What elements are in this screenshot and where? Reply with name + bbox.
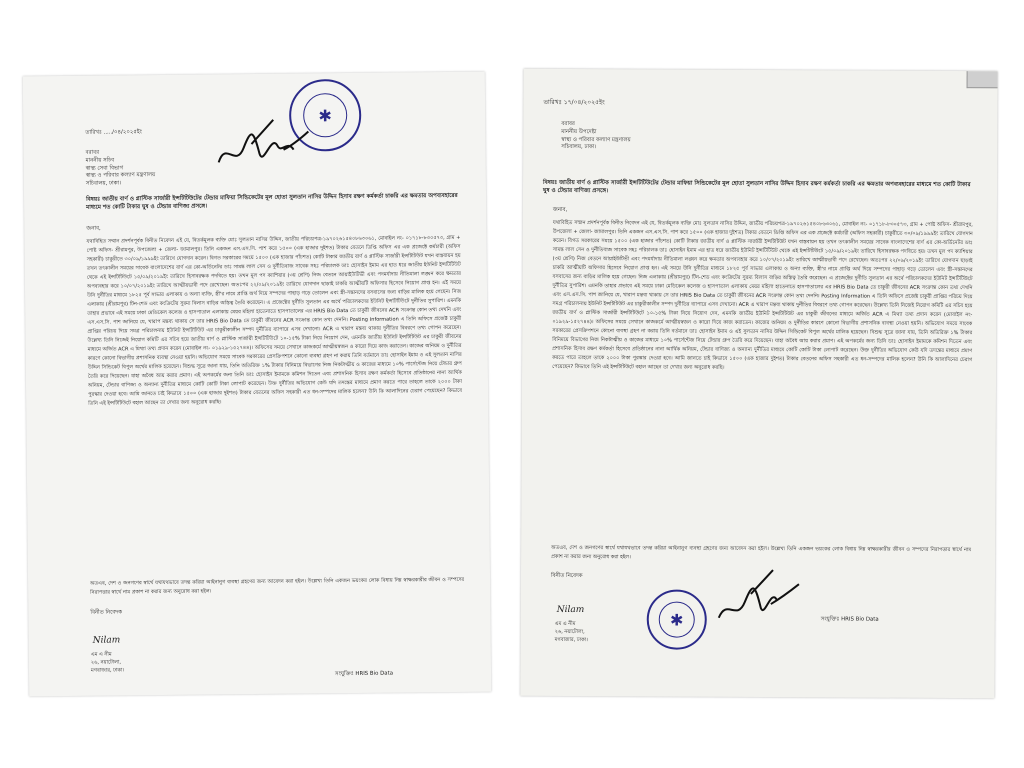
recipient-block — [561, 121, 631, 153]
signature-scrawl-icon — [213, 109, 314, 170]
attachment-note: সংযুক্তিঃ HRIS Bio Data — [335, 670, 394, 678]
sender-line: এম এ নীম — [90, 651, 112, 658]
recipient-line: বরাবর — [85, 149, 100, 156]
recipient-line: স্বাস্থ্য সেবা বিভাগ — [85, 164, 124, 172]
recipient-line: সচিবালয়, ঢাকা। — [85, 180, 122, 187]
letter-page-left — [23, 72, 491, 697]
letter-date: তারিখঃ ১৭/০৪/২০২৫ইং — [543, 98, 605, 107]
sender-line: ২৬, নয়াটোলা, — [90, 659, 121, 666]
salutation: জনাব, — [552, 206, 568, 213]
sender-signature: Nilam — [556, 604, 585, 616]
letter-subject: বিষয়ঃ জাতীয় বার্ণ ও প্লাস্টিক সার্জারী ইন্সটিটিউটের টেন্ডার মাফিয়া সিন্ডিকেটের মূল হোতা সুলতান নাসির উদ্দিন হিসাব রক্ষণ কর্মকর্তা চাকরি এর ক্ষমতার অপব্যবহারের মাধ্যমে শত কোটি টাকার ঘুষ ও টেন্ডার বাণিজ্য প্রসঙ্গে। — [542, 179, 971, 195]
seal-stamp-icon: ✱ — [289, 79, 362, 152]
recipient-line: স্বাস্থ্য ও পরিবার কল্যাণ মন্ত্রণালয় — [85, 172, 156, 180]
salutation: জনাব, — [86, 225, 101, 232]
signoff: বিনীত নিবেদক — [550, 572, 583, 580]
recipient-block — [86, 149, 156, 189]
folded-corner — [967, 71, 998, 88]
recipient-line: মাননীয় উপদেষ্টা — [561, 128, 597, 135]
letter-subject: বিষয়ঃ জাতীয় বার্ণ ও প্লাস্টিক সার্জারী ইন্সটিটিউটের টেন্ডার মাফিয়া সিন্ডিকেটের মূল হোতা সুলতান নাসির উদ্দিন হিসাব রক্ষণ কর্মকর্তা চাকরি এর ক্ষমতার অপব্যবহারের মাধ্যমে শত কোটি টাকার ঘুষ ও টেন্ডার বাণিজ্য প্রসঙ্গে। — [86, 192, 458, 211]
recipient-line: স্বাস্থ্য ও পরিবার কল্যাণ মন্ত্রণালয় — [561, 136, 631, 143]
letter-date: তারিখঃ ...../০৪/২০২৫ইং — [85, 129, 142, 136]
attachment-note: সংযুক্তিঃ HRIS Bio Data — [820, 616, 879, 623]
recipient-line: বরাবর — [561, 120, 575, 128]
recipient-line: মাননীয় সচিব — [85, 157, 115, 164]
sender-signature: Nilam — [92, 635, 121, 646]
recipient-line: সচিবালয়, ঢাকা। — [561, 144, 597, 151]
letter-page-right — [520, 69, 997, 698]
sender-block — [91, 651, 124, 675]
sender-line: এম এ নীম — [554, 620, 576, 628]
letter-closing: অতএব, দেশ ও জনগণের স্বার্থে যথাযথভাবে তদন্ত করিয়া আইনানুগ ব্যবস্থা গ্রহণের জন্য আবেদন করা হইল। উল্লেখ্য তিনি একজন ভয়ংকর লোক বিধায় নিম্ন স্বাক্ষরকারীর জীবন ও সম্পদের নিরাপত্তার স্বার্থে নাম প্রকাশ না করার জন্য অনুরোধ করা হইল। — [551, 544, 972, 561]
letter-closing: অতএব, দেশ ও জনগণের স্বার্থে যথাযথভাবে তদন্ত করিয়া আইনানুগ ব্যবস্থা গ্রহণের জন্য আবেদন করা হইল। উল্লেখ্য তিনি একজন ভয়ংকর লোক বিধায় নিম্ন স্বাক্ষরকারীর জীবন ও সম্পদের নিরাপত্তার স্বার্থে নাম প্রকাশ না করার জন্য অনুরোধ করা হইল। — [90, 576, 465, 596]
sender-line: মগবাজার, ঢাকা। — [90, 667, 125, 674]
seal-stamp-icon: ✱ — [647, 589, 707, 649]
sender-line: মগবাজার, ঢাকা। — [554, 636, 588, 643]
letter-body: যথাবিহিত সম্মান প্রদর্শনপূর্বক বিনীত নিবেদন এই যে, বিতর্কমূলক ব্যক্তি মোঃ সুলতান নাসির উদ্দিন, জাতীয় পরিচয়পত্র-১৯৭০২৬১৫৪০৮৬৩০৬১, মোবাইল নং- ০১৭১৮-৮৩০৫৭৩, গ্রাম + পোষ্ট অফিস- শ্রীরামপুর, উপজেলা + জেলা- জামালপুর। তিনি একজন এস.এস.সি. পাশ করে ১৫০০ (এক হাজার দুইশত) টাকার বেতনে ডিপ্তি অফিস এর এক প্রজেক্টে কর্মচারী (অফিস সহকারী) চাকুরীতে ৩০/০৯/১৯৯৯ইং তারিখে যোগদান করেন। বিগত সরকারের সময়ে ১৫০০ (এক হাজার পাঁচশত) কোটি টাকার জাতীয় বার্ণ ও প্লাস্টিক সার্জারী ইন্সটিটিউট যখন বাস্তবায়ন হয় তখন তৎকালীন সময়ের সাবেক বাংলাদেশের বার্ণ এর কো-অর্ডিনেটর ডাঃ সামন্ত লাল সেন ও দুর্নীতিবাজ সাবেক সহঃ পরিচালক ডাঃ হোসাইন ইমাম এর হাত ধরে জাতীয় ইউনিট ইন্সটিটিউট থেকে এই ইন্সটিটিউটে ১৫/০৯/২০১৯ইং তারিখে হিসাবরক্ষক পদবিতে হয়। তখন মূল পদ ক্যাশিয়ার (৩য় শ্রেণি) নিজ বেতনে আয়াইউটিভী এবং পদমর্যাদায় নীতিমালা লঙ্ঘন করে ক্ষমতার অপব্যবহার করে ১০/০৭/২০১৯ইং তারিখে আত্মীয়ভাবী পদে রেখেছেন। অতঃপর ২২/০৯/২০১৯ইং তারিখে যোগদান ছাড়াই চাকরি আত্মীয়টি অফিসার হিসেবে নিয়োগ প্রাপ্ত হন। এই সময়ে উনি দুর্নীতির মাধ্যমে ১৮২৫ পূর্ব সাভার এলাকায় ও অন্যা ব্যক্তি, স্ত্রী'র নামে প্রাপ্তি অর্থ দিয়ে সম্পদের পাহাড় গড়ে তোলেন এবং স্ত্রী-সন্তানদের বসবাসের জন্য বাড়ির মালিক হয়ে গেছেন। নিজ এলাকায় (শ্রীরামপুর) টিন-শেড এবং কংক্রিটের সুরম্য বিলাস বাড়ির অস্তিত্ব তৈরি করেছেন। এ প্রজেক্টের দুর্নীতি সুলতান এর অর্থে পরিচালকদের ইউনিট ইন্সটিটিউটে দুর্নীতির সুপারিশ। এমনকি তাহার প্রভাবে এই সময়ে ঢাকা মেডিকেল কলেজ ও হাসপাতাল এলাকায় মেয়র মহিলা হাতেনাতে হাসপাতালের এর HRIS Bio Data তে চাকুরী জীবনের ACR সংক্রান্ত কোন তথ্য দেখনি এবং এস.এস.সি. পাশ জানিয়ে যে, খারাপ মন্তব্য থাকায় সে তার HRIS Bio Data তে চাকুরী জীবনের ACR সংক্রান্ত কোন তথ্য দেননি। Posting Information এ তিনি অফিসে প্রজেক্ট চাকুরী প্রাপ্তির পরিচয় দিয়ে সমগ্র পরিচালনায় ইউনিট ইন্সটিটিউট এর চাকুরীকালীন সম্পদ দুর্নীতির ব্যাপারে এসব দেখানো। ACR এ খারাপ মন্তব্য থাকায় দুর্নীতির বিবরণে তথ্য গোপন করেছেন। উল্লেখ্য তিনি নিজেই নিয়োগ কমিটি এর সচিব হয়ে জাতীয় বার্ণ ও প্লাস্টিক সার্জারী ইন্সটিটিউটে ১০-১৫% টাকা নিয়ে নিয়োগ দেন, এমনকি জাতীয় ইউনিট ইন্সটিটিউট এর চাকুরী জীবনের মাধ্যমে অর্জিত ACR এ মিথ্যা তথ্য প্রদান করেন (মোবাইল নং- ০১৯২৯-১৫২৭৪৪)। অফিসের সময়ে সেখানে কাজকর্মে আত্মীয়স্বজন ও কারো দিয়ে কাজ করাতেন। কাজের অনিয়ম ও দুর্নীতির কারণে কোনো বিভাগীয় প্রশাসনিক ব্যবস্থা নেওয়া হয়নি। অভিযোগ সময়ে সাবেক সরকারের প্রেসক্রিপশনে কোনো ব্যবস্থা গ্রহণ না করায় তিনি বর্তমানে ডাঃ হোসাইন ইমাম ও এই সুলতান নাসির উদ্দিন সিন্ডিকেট বিপুল অর্থের মালিক হয়েছেন। বিশুদ্ধ সূত্রে জানা যায়, তিনি অতিরিক্ত ১% টাকার বিনিময়ে বিভাগের নিজ নিকটাত্মীয় ও কাজের মাধ্যমে ১০% পার্সেন্টেজ নিয়ে টেন্ডার গ্রুপ তৈরি করে দিয়েছেন। যাহা অবৈধ আয় করার প্রমাণ। এই অপকর্মের জন্য তিনি ডাঃ হোসাইন ইমামকে কমিশন দিতেন এবং প্রশাসনিক হিসাব রক্ষণ কর্মকর্তা হিসেবে প্রতিষ্ঠানের নানা আর্থিক অনিয়ম, টেন্ডার বাণিজ্য ও অন্যান্য দুর্নীতির মাধ্যমে কোটি কোটি টাকা লোপাট করেছেন। উক্ত দুর্নীতির অভিযোগ কেউ যদি তদন্তের মাধ্যমে প্রমাণ করতে পারে তাহলে তাকে ২০০০ টাকা পুরস্কার দেওয়া হবে। আমি জানতে চাই কিভাবে ১৫০০ (এক হাজার দুইশত) টাকার বেতনের অফিস সহকারী এত ধন-সম্পদের মালিক হলেন? উনি কি আলাদিনের চেরাগ পেয়েছেন? কিভাবে তিনি এই ইন্সটিটিউটে বহাল আছেন তা দেখার জন্য অনুরোধ করছি। — [86, 234, 463, 407]
sender-block — [555, 621, 588, 645]
sender-line: ২৬, নয়াটোলা, — [554, 628, 585, 635]
signoff: বিনীত নিবেদক — [90, 609, 123, 616]
letter-body: যথাবিহিত সম্মান প্রদর্শনপূর্বক বিনীত নিবেদন এই যে, বিতর্কমূলক ব্যক্তি মোঃ সুলতান নাসির উদ্দিন, জাতীয় পরিচয়পত্র-১৯৭০২৬১৫৪০৮৬৩০৬১, মোবাইল নং- ০১৭১৮-৮৩০৫৭৩, গ্রাম + পোষ্ট অফিস- শ্রীরামপুর, উপজেলা + জেলা- জামালপুর। তিনি একজন এস.এস.সি. পাশ করে ১৫০০ (এক হাজার দুইশত) টাকার বেতনে ডিপ্তি অফিস এর এক প্রজেক্টে কর্মচারী (অফিস সহকারী) চাকুরীতে ৩০/০৯/১৯৯৯ইং তারিখে যোগদান করেন। বিগত সরকারের সময়ে ১৫০০ (এক হাজার পাঁচশত) কোটি টাকার জাতীয় বার্ণ ও প্লাস্টিক সার্জারী ইন্সটিটিউট যখন বাস্তবায়ন হয় তখন তৎকালীন সময়ের সাবেক বাংলাদেশের বার্ণ এর কো-অর্ডিনেটর ডাঃ সামন্ত লাল সেন ও দুর্নীতিবাজ সাবেক সহঃ পরিচালক ডাঃ হোসাইন ইমাম এর হাত ধরে জাতীয় ইউনিট ইন্সটিটিউট থেকে এই ইন্সটিটিউটে ১৫/০৯/২০১৯ইং তারিখে হিসাবরক্ষক পদবিতে হয়। তখন মূল পদ ক্যাশিয়ার (৩য় শ্রেণি) নিজ বেতনে আয়াইউটিভী এবং পদমর্যাদায় নীতিমালা লঙ্ঘন করে ক্ষমতার অপব্যবহার করে ১০/০৭/২০১৯ইং তারিখে আত্মীয়ভাবী পদে রেখেছেন। অতঃপর ২২/০৯/২০১৯ইং তারিখে যোগদান ছাড়াই চাকরি আত্মীয়টি অফিসার হিসেবে নিয়োগ প্রাপ্ত হন। এই সময়ে উনি দুর্নীতির মাধ্যমে ১৮২৫ পূর্ব সাভার এলাকায় ও অন্যা ব্যক্তি, স্ত্রী'র নামে প্রাপ্তি অর্থ দিয়ে সম্পদের পাহাড় গড়ে তোলেন এবং স্ত্রী-সন্তানদের বসবাসের জন্য বাড়ির মালিক হয়ে গেছেন। নিজ এলাকায় (শ্রীরামপুর) টিন-শেড এবং কংক্রিটের সুরম্য বিলাস বাড়ির অস্তিত্ব তৈরি করেছেন। এ প্রজেক্টের দুর্নীতি সুলতান এর অর্থে পরিচালকদের ইউনিট ইন্সটিটিউটে দুর্নীতির সুপারিশ। এমনকি তাহার প্রভাবে এই সময়ে ঢাকা মেডিকেল কলেজ ও হাসপাতাল এলাকায় মেয়র মহিলা হাতেনাতে হাসপাতালের এর HRIS Bio Data তে চাকুরী জীবনের ACR সংক্রান্ত কোন তথ্য দেখনি এবং এস.এস.সি. পাশ জানিয়ে যে, খারাপ মন্তব্য থাকায় সে তার HRIS Bio Data তে চাকুরী জীবনের ACR সংক্রান্ত কোন তথ্য দেননি। Posting Information এ তিনি অফিসে প্রজেক্ট চাকুরী প্রাপ্তির পরিচয় দিয়ে সমগ্র পরিচালনায় ইউনিট ইন্সটিটিউট এর চাকুরীকালীন সম্পদ দুর্নীতির ব্যাপারে এসব দেখানো। ACR এ খারাপ মন্তব্য থাকায় দুর্নীতির বিবরণে তথ্য গোপন করেছেন। উল্লেখ্য তিনি নিজেই নিয়োগ কমিটি এর সচিব হয়ে জাতীয় বার্ণ ও প্লাস্টিক সার্জারী ইন্সটিটিউটে ১০-১৫% টাকা নিয়ে নিয়োগ দেন, এমনকি জাতীয় ইউনিট ইন্সটিটিউট এর চাকুরী জীবনের মাধ্যমে অর্জিত ACR এ মিথ্যা তথ্য প্রদান করেন (মোবাইল নং- ০১৯২৯-১৫২৭৪৪)। অফিসের সময়ে সেখানে কাজকর্মে আত্মীয়স্বজন ও কারো দিয়ে কাজ করাতেন। কাজের অনিয়ম ও দুর্নীতির কারণে কোনো বিভাগীয় প্রশাসনিক ব্যবস্থা নেওয়া হয়নি। অভিযোগ সময়ে সাবেক সরকারের প্রেসক্রিপশনে কোনো ব্যবস্থা গ্রহণ না করায় তিনি বর্তমানে ডাঃ হোসাইন ইমাম ও এই সুলতান নাসির উদ্দিন সিন্ডিকেট বিপুল অর্থের মালিক হয়েছেন। বিশুদ্ধ সূত্রে জানা যায়, তিনি অতিরিক্ত ১% টাকার বিনিময়ে বিভাগের নিজ নিকটাত্মীয় ও কাজের মাধ্যমে ১০% পার্সেন্টেজ নিয়ে টেন্ডার গ্রুপ তৈরি করে দিয়েছেন। যাহা অবৈধ আয় করার প্রমাণ। এই অপকর্মের জন্য তিনি ডাঃ হোসাইন ইমামকে কমিশন দিতেন এবং প্রশাসনিক হিসাব রক্ষণ কর্মকর্তা হিসেবে প্রতিষ্ঠানের নানা আর্থিক অনিয়ম, টেন্ডার বাণিজ্য ও অন্যান্য দুর্নীতির মাধ্যমে কোটি কোটি টাকা লোপাট করেছেন। উক্ত দুর্নীতির অভিযোগ কেউ যদি তদন্তের মাধ্যমে প্রমাণ করতে পারে তাহলে তাকে ২০০০ টাকা পুরস্কার দেওয়া হবে। আমি জানতে চাই কিভাবে ১৫০০ (এক হাজার দুইশত) টাকার বেতনের অফিস সহকারী এত ধন-সম্পদের মালিক হলেন? উনি কি আলাদিনের চেরাগ পেয়েছেন? কিভাবে তিনি এই ইন্সটিটিউটে বহাল আছেন তা দেখার জন্য অনুরোধ করছি। — [552, 219, 973, 371]
signature-scrawl-icon — [711, 558, 801, 628]
